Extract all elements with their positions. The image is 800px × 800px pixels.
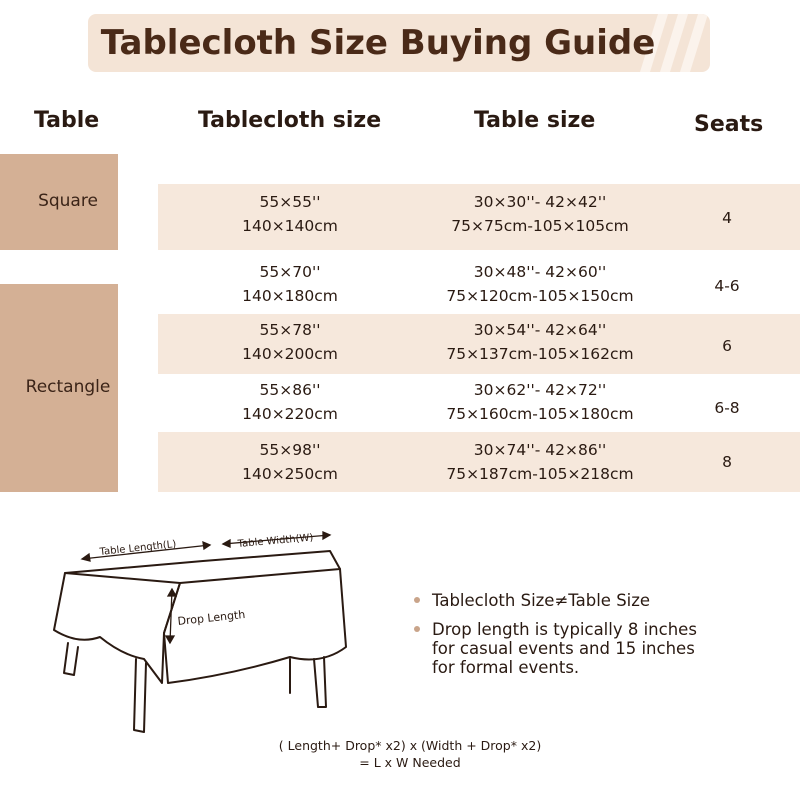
cloth-cm: 140×220cm bbox=[242, 405, 338, 423]
cloth-front-drape bbox=[54, 573, 180, 683]
note-tablecloth-size: Tablecloth Size≠Table Size bbox=[432, 591, 651, 610]
table-row-5-cloth bbox=[200, 438, 380, 486]
table-cm: 75×137cm-105×162cm bbox=[446, 345, 634, 363]
table-cm: 75×160cm-105×180cm bbox=[446, 405, 634, 423]
cloth-cm: 140×250cm bbox=[242, 465, 338, 483]
title-banner bbox=[88, 14, 710, 72]
table-row-5-seats: 8 bbox=[722, 453, 732, 471]
category-label-square: Square bbox=[38, 191, 98, 211]
header-table-size: Table size bbox=[474, 108, 596, 133]
table-row-1-seats: 4 bbox=[722, 209, 732, 227]
note-drop-length bbox=[432, 620, 697, 677]
table-inches: 30×30''- 42×42'' bbox=[473, 193, 607, 211]
header-table: Table bbox=[34, 108, 100, 133]
cloth-inches: 55×70'' bbox=[259, 263, 321, 281]
table-inches: 30×62''- 42×72'' bbox=[473, 381, 607, 399]
cloth-inches: 55×98'' bbox=[259, 441, 321, 459]
category-label-rectangle: Rectangle bbox=[25, 377, 111, 397]
note-drop-line-3: for formal events. bbox=[432, 658, 580, 677]
tablecloth-diagram bbox=[40, 525, 380, 740]
note-drop-line-2: for casual events and 15 inches bbox=[432, 639, 695, 658]
table-cm: 75×75cm-105×105cm bbox=[451, 217, 629, 235]
table-inches: 30×54''- 42×64'' bbox=[473, 321, 607, 339]
table-row-3-table bbox=[420, 318, 660, 366]
note-bullet-2 bbox=[414, 626, 420, 632]
table-inches: 30×48''- 42×60'' bbox=[473, 263, 607, 281]
table-row-4-table bbox=[420, 378, 660, 426]
table-row-1-table bbox=[420, 190, 660, 238]
formula-line-2: = L x W Needed bbox=[359, 755, 461, 770]
drop-label: Drop Length bbox=[176, 607, 246, 628]
table-row-2-seats: 4-6 bbox=[714, 277, 740, 295]
table-row-5-table bbox=[420, 438, 660, 486]
table-row-2-cloth bbox=[200, 260, 380, 308]
table-leg-front-right bbox=[134, 659, 146, 732]
cloth-cm: 140×180cm bbox=[242, 287, 338, 305]
cloth-cm: 140×140cm bbox=[242, 217, 338, 235]
width-label: Table Width(W) bbox=[237, 532, 314, 550]
table-inches: 30×74''- 42×86'' bbox=[473, 441, 607, 459]
note-drop-line-1: Drop length is typically 8 inches bbox=[432, 620, 697, 639]
formula-line-1: ( Length+ Drop* x2) x (Width + Drop* x2) bbox=[278, 738, 542, 753]
table-row-3-seats: 6 bbox=[722, 337, 732, 355]
table-leg-front-left bbox=[64, 643, 78, 675]
length-label: Table Length(L) bbox=[99, 539, 177, 558]
page-title: Tablecloth Size Buying Guide bbox=[100, 23, 656, 63]
size-formula bbox=[240, 737, 580, 771]
cloth-cm: 140×200cm bbox=[242, 345, 338, 363]
table-row-1-cloth bbox=[200, 190, 380, 238]
table-cm: 75×120cm-105×150cm bbox=[446, 287, 634, 305]
cloth-inches: 55×86'' bbox=[259, 381, 321, 399]
table-row-4-seats: 6-8 bbox=[714, 399, 740, 417]
note-bullet-1 bbox=[414, 597, 420, 603]
header-seats: Seats bbox=[694, 112, 764, 137]
table-row-4-cloth bbox=[200, 378, 380, 426]
table-row-3-cloth bbox=[200, 318, 380, 366]
header-tablecloth-size: Tablecloth size bbox=[198, 108, 382, 133]
table-cm: 75×187cm-105×218cm bbox=[446, 465, 634, 483]
cloth-inches: 55×55'' bbox=[259, 193, 321, 211]
table-leg-back-right bbox=[314, 657, 326, 707]
cloth-inches: 55×78'' bbox=[259, 321, 321, 339]
table-row-2-table bbox=[420, 260, 660, 308]
